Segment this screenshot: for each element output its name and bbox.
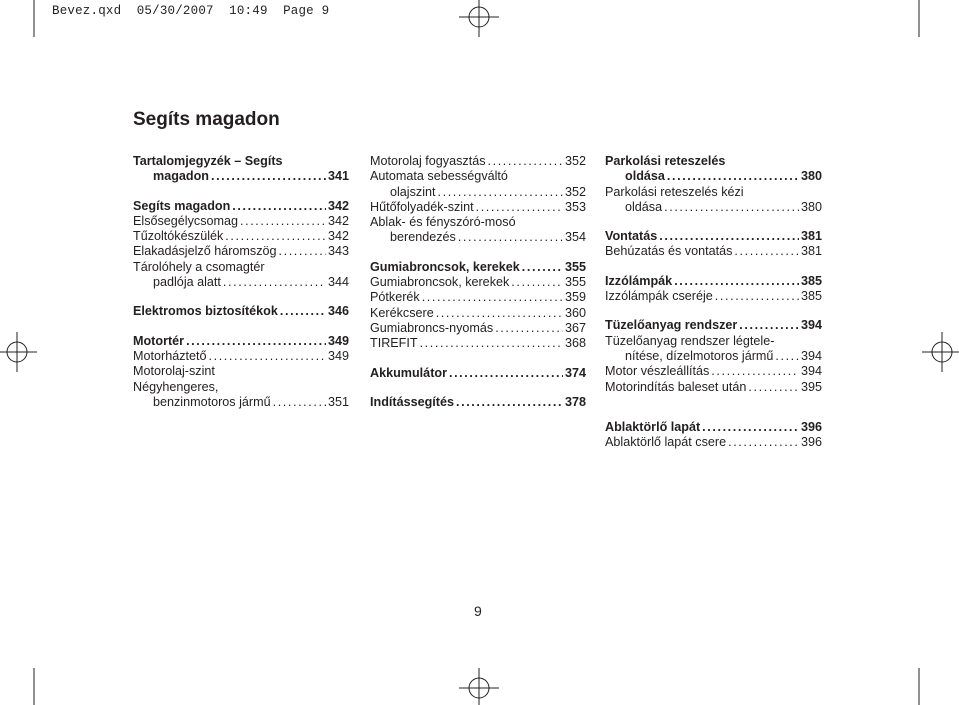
toc-column-3 bbox=[605, 154, 822, 450]
toc-entry-text: Ablaktörlő lapát csere bbox=[605, 435, 727, 450]
toc-entry-text: Elsősegélycsomag bbox=[133, 213, 238, 228]
toc-entry-text: Elektromos biztosítékok bbox=[133, 304, 278, 319]
toc-entry-line: Automata sebességváltó bbox=[370, 169, 508, 184]
registration-mark-left bbox=[0, 332, 37, 372]
toc-entry-page: 396 bbox=[800, 419, 822, 434]
toc-entry-text: padlója alatt bbox=[153, 275, 221, 290]
toc-entry-line: Motorolaj-szint bbox=[133, 364, 215, 379]
toc-entry-page: 342 bbox=[327, 213, 349, 228]
dot-leader bbox=[232, 199, 326, 214]
toc-entry-text: Kerékcsere bbox=[370, 305, 434, 320]
toc-entry-text: Vontatás bbox=[605, 229, 658, 244]
toc-entry-text: Elakadásjelző háromszög bbox=[133, 244, 277, 259]
toc-entry-text: Pótkerék bbox=[370, 290, 420, 305]
dot-leader bbox=[488, 154, 563, 169]
toc-entry-text: Ablaktörlő lapát bbox=[605, 419, 701, 434]
toc-entry-kerekcsere[interactable] bbox=[370, 306, 586, 321]
toc-entry-text: TIREFIT bbox=[370, 336, 418, 351]
toc-entry-text: Izzólámpák cseréje bbox=[605, 289, 713, 304]
toc-entry-hutofolyadek[interactable] bbox=[370, 200, 586, 215]
dot-leader bbox=[211, 169, 326, 184]
dot-leader bbox=[186, 334, 326, 349]
toc-entry-page: 342 bbox=[327, 229, 349, 244]
toc-entry-text: oldása bbox=[625, 169, 665, 184]
toc-entry-page: 394 bbox=[800, 348, 822, 363]
dot-leader bbox=[209, 349, 326, 364]
toc-entry-tuzeloanyag-rendszer[interactable] bbox=[605, 318, 822, 333]
toc-entry-text: Izzólámpák bbox=[605, 273, 673, 288]
toc-entry-tarolohely[interactable] bbox=[133, 275, 349, 290]
toc-entry-text: Gumiabroncsok, kerekek bbox=[370, 259, 520, 274]
toc-entry-text: Hűtőfolyadék-szint bbox=[370, 199, 474, 214]
toc-entry-page: 394 bbox=[800, 364, 822, 379]
toc-entry-page: 380 bbox=[800, 199, 822, 214]
toc-entry-ablaktorlo-lapat[interactable] bbox=[605, 420, 822, 435]
toc-entry-tirefit[interactable] bbox=[370, 336, 586, 351]
dot-leader bbox=[279, 244, 326, 259]
toc-entry-motorinditas-baleset[interactable] bbox=[605, 380, 822, 395]
slug-page: Page 9 bbox=[283, 4, 330, 18]
toc-entry-text: oldása bbox=[625, 199, 663, 214]
toc-entry-page: 352 bbox=[564, 184, 586, 199]
toc-entry-page: 381 bbox=[800, 244, 822, 259]
toc-entry-page: 395 bbox=[800, 379, 822, 394]
registration-mark-right bbox=[922, 332, 959, 372]
toc-entry-page: 355 bbox=[564, 275, 586, 290]
toc-entry-gumiabroncsok[interactable] bbox=[370, 275, 586, 290]
toc-column-1 bbox=[133, 154, 349, 410]
toc-entry-text: Motorolaj fogyasztás bbox=[370, 154, 486, 168]
toc-entry-page: 381 bbox=[800, 229, 822, 244]
toc-entry-text: Motortér bbox=[133, 333, 185, 348]
toc-entry-text: Motor vészleállítás bbox=[605, 364, 710, 379]
toc-entry-kezi-oldasa[interactable] bbox=[605, 200, 822, 215]
toc-entry-page: 374 bbox=[564, 365, 586, 380]
dot-leader bbox=[456, 395, 563, 410]
registration-mark-top bbox=[459, 0, 499, 37]
toc-entry-gumiabroncsok-heading[interactable] bbox=[370, 260, 586, 275]
toc-entry-page: 378 bbox=[564, 394, 586, 409]
toc-entry-page: 385 bbox=[800, 289, 822, 304]
toc-entry-page: 380 bbox=[800, 169, 822, 184]
toc-entry-page: 355 bbox=[564, 259, 586, 274]
toc-entry-text: Indítássegítés bbox=[370, 394, 454, 409]
toc-entry-text: Akkumulátor bbox=[370, 365, 447, 380]
toc-entry-vontatas[interactable] bbox=[605, 229, 822, 244]
toc-entry-inditassegites[interactable] bbox=[370, 395, 586, 410]
toc-column-2 bbox=[370, 154, 586, 410]
toc-entry-olajszint[interactable] bbox=[370, 185, 586, 200]
toc-entry-page: 349 bbox=[327, 333, 349, 348]
dot-leader bbox=[702, 420, 799, 435]
dot-leader bbox=[511, 275, 563, 290]
page-number: 9 bbox=[474, 603, 482, 619]
registration-mark-bottom bbox=[459, 668, 499, 705]
toc-entry-text: Gumiabroncs-nyomás bbox=[370, 320, 494, 335]
toc-entry-motorhazteto[interactable] bbox=[133, 349, 349, 364]
toc-entry-text: Tüzelőanyag rendszer bbox=[605, 318, 738, 333]
toc-entry-benzinmotoros[interactable] bbox=[133, 395, 349, 410]
dot-leader bbox=[734, 244, 799, 259]
dot-leader bbox=[667, 169, 799, 184]
toc-entry-text: Behúzatás és vontatás bbox=[605, 244, 733, 259]
toc-entry-page: 360 bbox=[564, 305, 586, 320]
toc-entry-page: 385 bbox=[800, 273, 822, 288]
dot-leader bbox=[458, 230, 563, 245]
page-title: Segíts magadon bbox=[133, 109, 280, 130]
toc-entry-page: 344 bbox=[327, 275, 349, 290]
dot-leader bbox=[748, 380, 799, 395]
toc-entry-line: Tárolóhely a csomagtér bbox=[133, 259, 265, 274]
toc-entry-gumiabroncs-nyomas[interactable] bbox=[370, 321, 586, 336]
toc-entry-legtelenitese[interactable] bbox=[605, 349, 822, 364]
toc-entry-text: magadon bbox=[153, 169, 209, 184]
dot-leader bbox=[711, 364, 799, 379]
toc-entry-ablaktorlo-lapat-csere[interactable] bbox=[605, 435, 822, 450]
slug-date: 05/30/2007 bbox=[136, 4, 214, 18]
dot-leader bbox=[664, 200, 799, 215]
dot-leader bbox=[522, 260, 563, 275]
toc-entry-page: 367 bbox=[564, 320, 586, 335]
toc-entry-motor-veszleallitas[interactable] bbox=[605, 364, 822, 379]
toc-entry-page: 354 bbox=[564, 230, 586, 245]
toc-entry-motorolaj-fogyasztas[interactable] bbox=[370, 154, 586, 169]
dot-leader bbox=[273, 395, 326, 410]
toc-entry-line: Parkolási reteszelés bbox=[605, 154, 726, 168]
dot-leader bbox=[476, 200, 563, 215]
toc-entry-page: 352 bbox=[564, 154, 586, 168]
toc-entry-page: 343 bbox=[327, 244, 349, 259]
toc-entry-line: Ablak- és fényszóró-mosó bbox=[370, 215, 516, 230]
toc-entry-page: 349 bbox=[327, 348, 349, 363]
dot-leader bbox=[495, 321, 563, 336]
toc-entry-akkumulator[interactable] bbox=[370, 366, 586, 381]
toc-entry-line: Tüzelőanyag rendszer légtele- bbox=[605, 333, 775, 348]
toc-entry-page: 394 bbox=[800, 318, 822, 333]
slug-file: Bevez.qxd bbox=[52, 4, 122, 18]
toc-entry-text: nítése, dízelmotoros jármű bbox=[625, 348, 774, 363]
toc-entry-page: 341 bbox=[327, 169, 349, 184]
toc-entry-page: 353 bbox=[564, 199, 586, 214]
dot-leader bbox=[225, 229, 326, 244]
toc-entry-text: olajszint bbox=[390, 184, 436, 199]
dot-leader bbox=[674, 274, 799, 289]
toc-entry-text: Tűzoltókészülék bbox=[133, 229, 224, 244]
toc-entry-elsosegelycsomag[interactable] bbox=[133, 214, 349, 229]
toc-entry-line: Parkolási reteszelés kézi bbox=[605, 184, 744, 199]
dot-leader bbox=[436, 306, 563, 321]
toc-entry-page: 342 bbox=[327, 198, 349, 213]
dot-leader bbox=[223, 275, 326, 290]
toc-entry-potkerek[interactable] bbox=[370, 290, 586, 305]
dot-leader bbox=[715, 289, 799, 304]
toc-entry-page: 359 bbox=[564, 290, 586, 305]
toc-entry-berendezes[interactable] bbox=[370, 230, 586, 245]
toc-entry-page: 351 bbox=[327, 394, 349, 409]
toc-entry-izzolampak-csereje[interactable] bbox=[605, 289, 822, 304]
dot-leader bbox=[422, 290, 563, 305]
toc-entry-segits-magadon[interactable] bbox=[133, 199, 349, 214]
dot-leader bbox=[449, 366, 563, 381]
dot-leader bbox=[739, 318, 799, 333]
dot-leader bbox=[775, 349, 799, 364]
toc-entry-behuzatas[interactable] bbox=[605, 244, 822, 259]
dot-leader bbox=[240, 214, 326, 229]
dot-leader bbox=[280, 304, 326, 319]
toc-entry-tuzoltokeszulek[interactable] bbox=[133, 229, 349, 244]
toc-entry-tartalomjegyzek[interactable] bbox=[133, 169, 349, 184]
toc-entry-elakadasjelzo[interactable] bbox=[133, 244, 349, 259]
toc-entry-line: Négyhengeres, bbox=[133, 379, 219, 394]
toc-entry-page: 396 bbox=[800, 435, 822, 450]
toc-entry-text: berendezés bbox=[390, 230, 456, 245]
dot-leader bbox=[728, 435, 799, 450]
toc-entry-elektromos-biztositekok[interactable] bbox=[133, 304, 349, 319]
dot-leader bbox=[438, 185, 563, 200]
toc-entry-text: Motorindítás baleset után bbox=[605, 379, 747, 394]
slug-time: 10:49 bbox=[229, 4, 268, 18]
dot-leader bbox=[420, 336, 563, 351]
dot-leader bbox=[659, 229, 799, 244]
toc-entry-parkolasi-reteszeles-oldasa[interactable] bbox=[605, 169, 822, 184]
toc-entry-page: 368 bbox=[564, 336, 586, 351]
toc-heading-line: Tartalomjegyzék – Segíts bbox=[133, 154, 283, 168]
toc-entry-text: Segíts magadon bbox=[133, 198, 231, 213]
toc-entry-text: Gumiabroncsok, kerekek bbox=[370, 275, 510, 290]
toc-entry-page: 346 bbox=[327, 304, 349, 319]
toc-entry-izzolampak[interactable] bbox=[605, 274, 822, 289]
toc-entry-motorter[interactable] bbox=[133, 334, 349, 349]
toc-entry-text: Motorháztető bbox=[133, 348, 207, 363]
toc-entry-text: benzinmotoros jármű bbox=[153, 394, 271, 409]
